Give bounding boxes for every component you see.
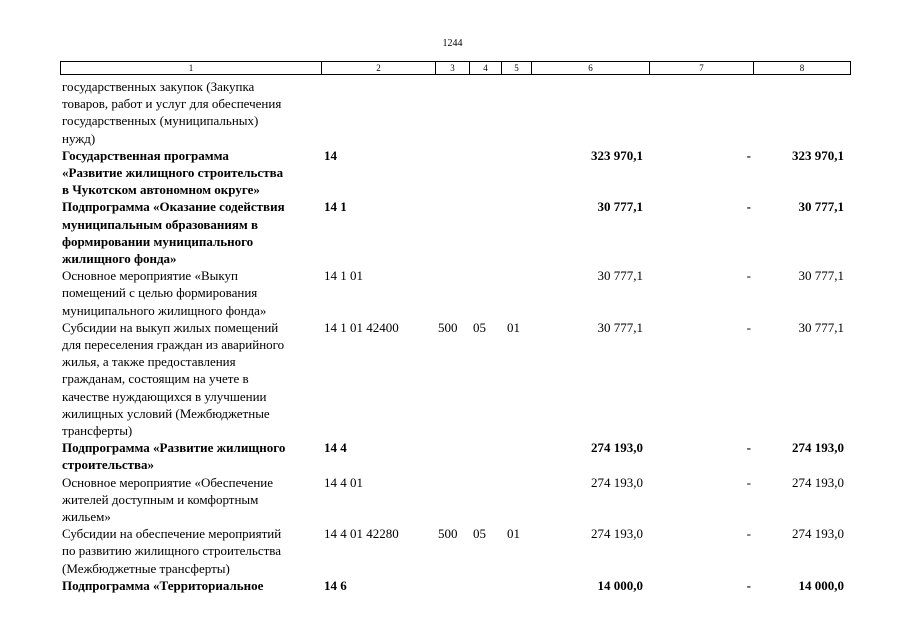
row-amount: 274 193,0 (591, 474, 643, 490)
row-name: Основное мероприятие «Обеспечение жителей доступным и комфортным жильем» (62, 474, 274, 525)
row-col-3 (435, 267, 469, 319)
row-col-7: - (746, 319, 751, 335)
row-code (321, 78, 435, 147)
row-code: 14 1 01 (324, 268, 363, 284)
row-col-3 (435, 474, 469, 526)
table-row (60, 147, 850, 199)
row-col-4 (469, 78, 501, 147)
row-col-5 (501, 474, 531, 526)
row-name: Субсидии на обеспечение мероприятий по развитию жилищного строительства (Межбюджетные трансферты) (62, 526, 282, 576)
row-total: 30 777,1 (798, 199, 844, 215)
row-total (753, 78, 850, 147)
row-col-5 (501, 439, 531, 473)
table-row (60, 577, 850, 594)
table-row (60, 525, 850, 577)
table-row (60, 474, 850, 526)
header-cell-4: 4 (470, 62, 502, 75)
row-code: 14 4 (324, 440, 347, 456)
row-col-5 (501, 267, 531, 319)
row-col-5: 01 (507, 319, 520, 335)
table-row (60, 439, 850, 473)
table-row (60, 78, 850, 147)
row-name: Основное мероприятие «Выкуп помещений с целью формирования муниципального жилищного фонда» (62, 268, 267, 318)
row-total: 30 777,1 (798, 319, 844, 335)
row-col-7: - (746, 147, 751, 163)
row-col-5: 01 (507, 526, 520, 542)
row-col-3 (435, 147, 469, 199)
row-col-5 (501, 198, 531, 267)
row-amount: 274 193,0 (591, 526, 643, 542)
page-number: 1244 (442, 38, 463, 49)
row-name: Подпрограмма «Развитие жилищного строительства» (62, 440, 286, 473)
row-code: 14 4 01 42280 (324, 526, 399, 542)
row-col-7: - (746, 268, 751, 284)
row-col-3 (435, 198, 469, 267)
row-total: 323 970,1 (792, 147, 844, 163)
row-col-5 (501, 147, 531, 199)
row-code: 14 1 01 42400 (324, 319, 399, 335)
row-name: Субсидии на выкуп жилых помещений для переселения граждан из аварийного жилья, а также предоставления гражданам, состоящим на учете в качестве нуждающихся в улучшении жилищных условий (Межбюджетные трансферты) (62, 319, 285, 439)
row-col-3: 500 (438, 526, 458, 542)
row-col-7: - (746, 440, 751, 456)
table-row (60, 267, 850, 319)
header-cell-5: 5 (502, 62, 532, 75)
row-col-5 (501, 577, 531, 594)
row-amount: 274 193,0 (591, 440, 643, 456)
row-col-3 (435, 439, 469, 473)
row-total: 14 000,0 (798, 577, 844, 593)
row-col-4: 05 (473, 319, 486, 335)
row-total: 274 193,0 (792, 526, 844, 542)
row-amount: 30 777,1 (597, 199, 643, 215)
row-code: 14 4 01 (324, 474, 363, 490)
row-col-4 (469, 147, 501, 199)
row-col-5 (501, 78, 531, 147)
row-name: Государственная программа «Развитие жилищного строительства в Чукотском автономном округе» (62, 147, 284, 198)
row-amount (531, 78, 649, 147)
header-cell-8: 8 (754, 62, 851, 75)
table-row (60, 198, 850, 267)
row-amount: 30 777,1 (597, 319, 643, 335)
row-code: 14 6 (324, 577, 347, 593)
row-code: 14 (324, 147, 337, 163)
row-name: Подпрограмма «Оказание содействия муниципальным образованиям в формировании муниципального жилищного фонда» (62, 199, 285, 267)
row-col-7: - (746, 474, 751, 490)
header-cell-1: 1 (61, 62, 322, 75)
row-col-3 (435, 577, 469, 594)
header-cell-2: 2 (322, 62, 436, 75)
header-cell-7: 7 (650, 62, 754, 75)
row-name: государственных закупок (Закупка товаров, работ и услуг для обеспечения государственных (муниципальных) нужд) (62, 79, 282, 146)
row-col-7: - (746, 577, 751, 593)
row-col-4 (469, 198, 501, 267)
row-total: 274 193,0 (792, 440, 844, 456)
row-code: 14 1 (324, 199, 347, 215)
row-col-4 (469, 474, 501, 526)
table-row (60, 319, 850, 439)
column-number-header (60, 61, 851, 75)
row-col-4: 05 (473, 526, 486, 542)
row-amount: 323 970,1 (591, 147, 643, 163)
row-col-3: 500 (438, 319, 458, 335)
row-total: 274 193,0 (792, 474, 844, 490)
row-col-3 (435, 78, 469, 147)
row-total: 30 777,1 (798, 268, 844, 284)
header-cell-6: 6 (532, 62, 650, 75)
budget-table (60, 78, 850, 594)
row-col-4 (469, 267, 501, 319)
row-col-4 (469, 577, 501, 594)
row-col-4 (469, 439, 501, 473)
row-col-7: - (746, 199, 751, 215)
row-amount: 14 000,0 (597, 577, 643, 593)
row-col-7 (649, 78, 753, 147)
row-col-7: - (746, 526, 751, 542)
header-cell-3: 3 (436, 62, 470, 75)
row-amount: 30 777,1 (597, 268, 643, 284)
header-row (61, 62, 851, 75)
row-name: Подпрограмма «Территориальное (62, 577, 264, 593)
